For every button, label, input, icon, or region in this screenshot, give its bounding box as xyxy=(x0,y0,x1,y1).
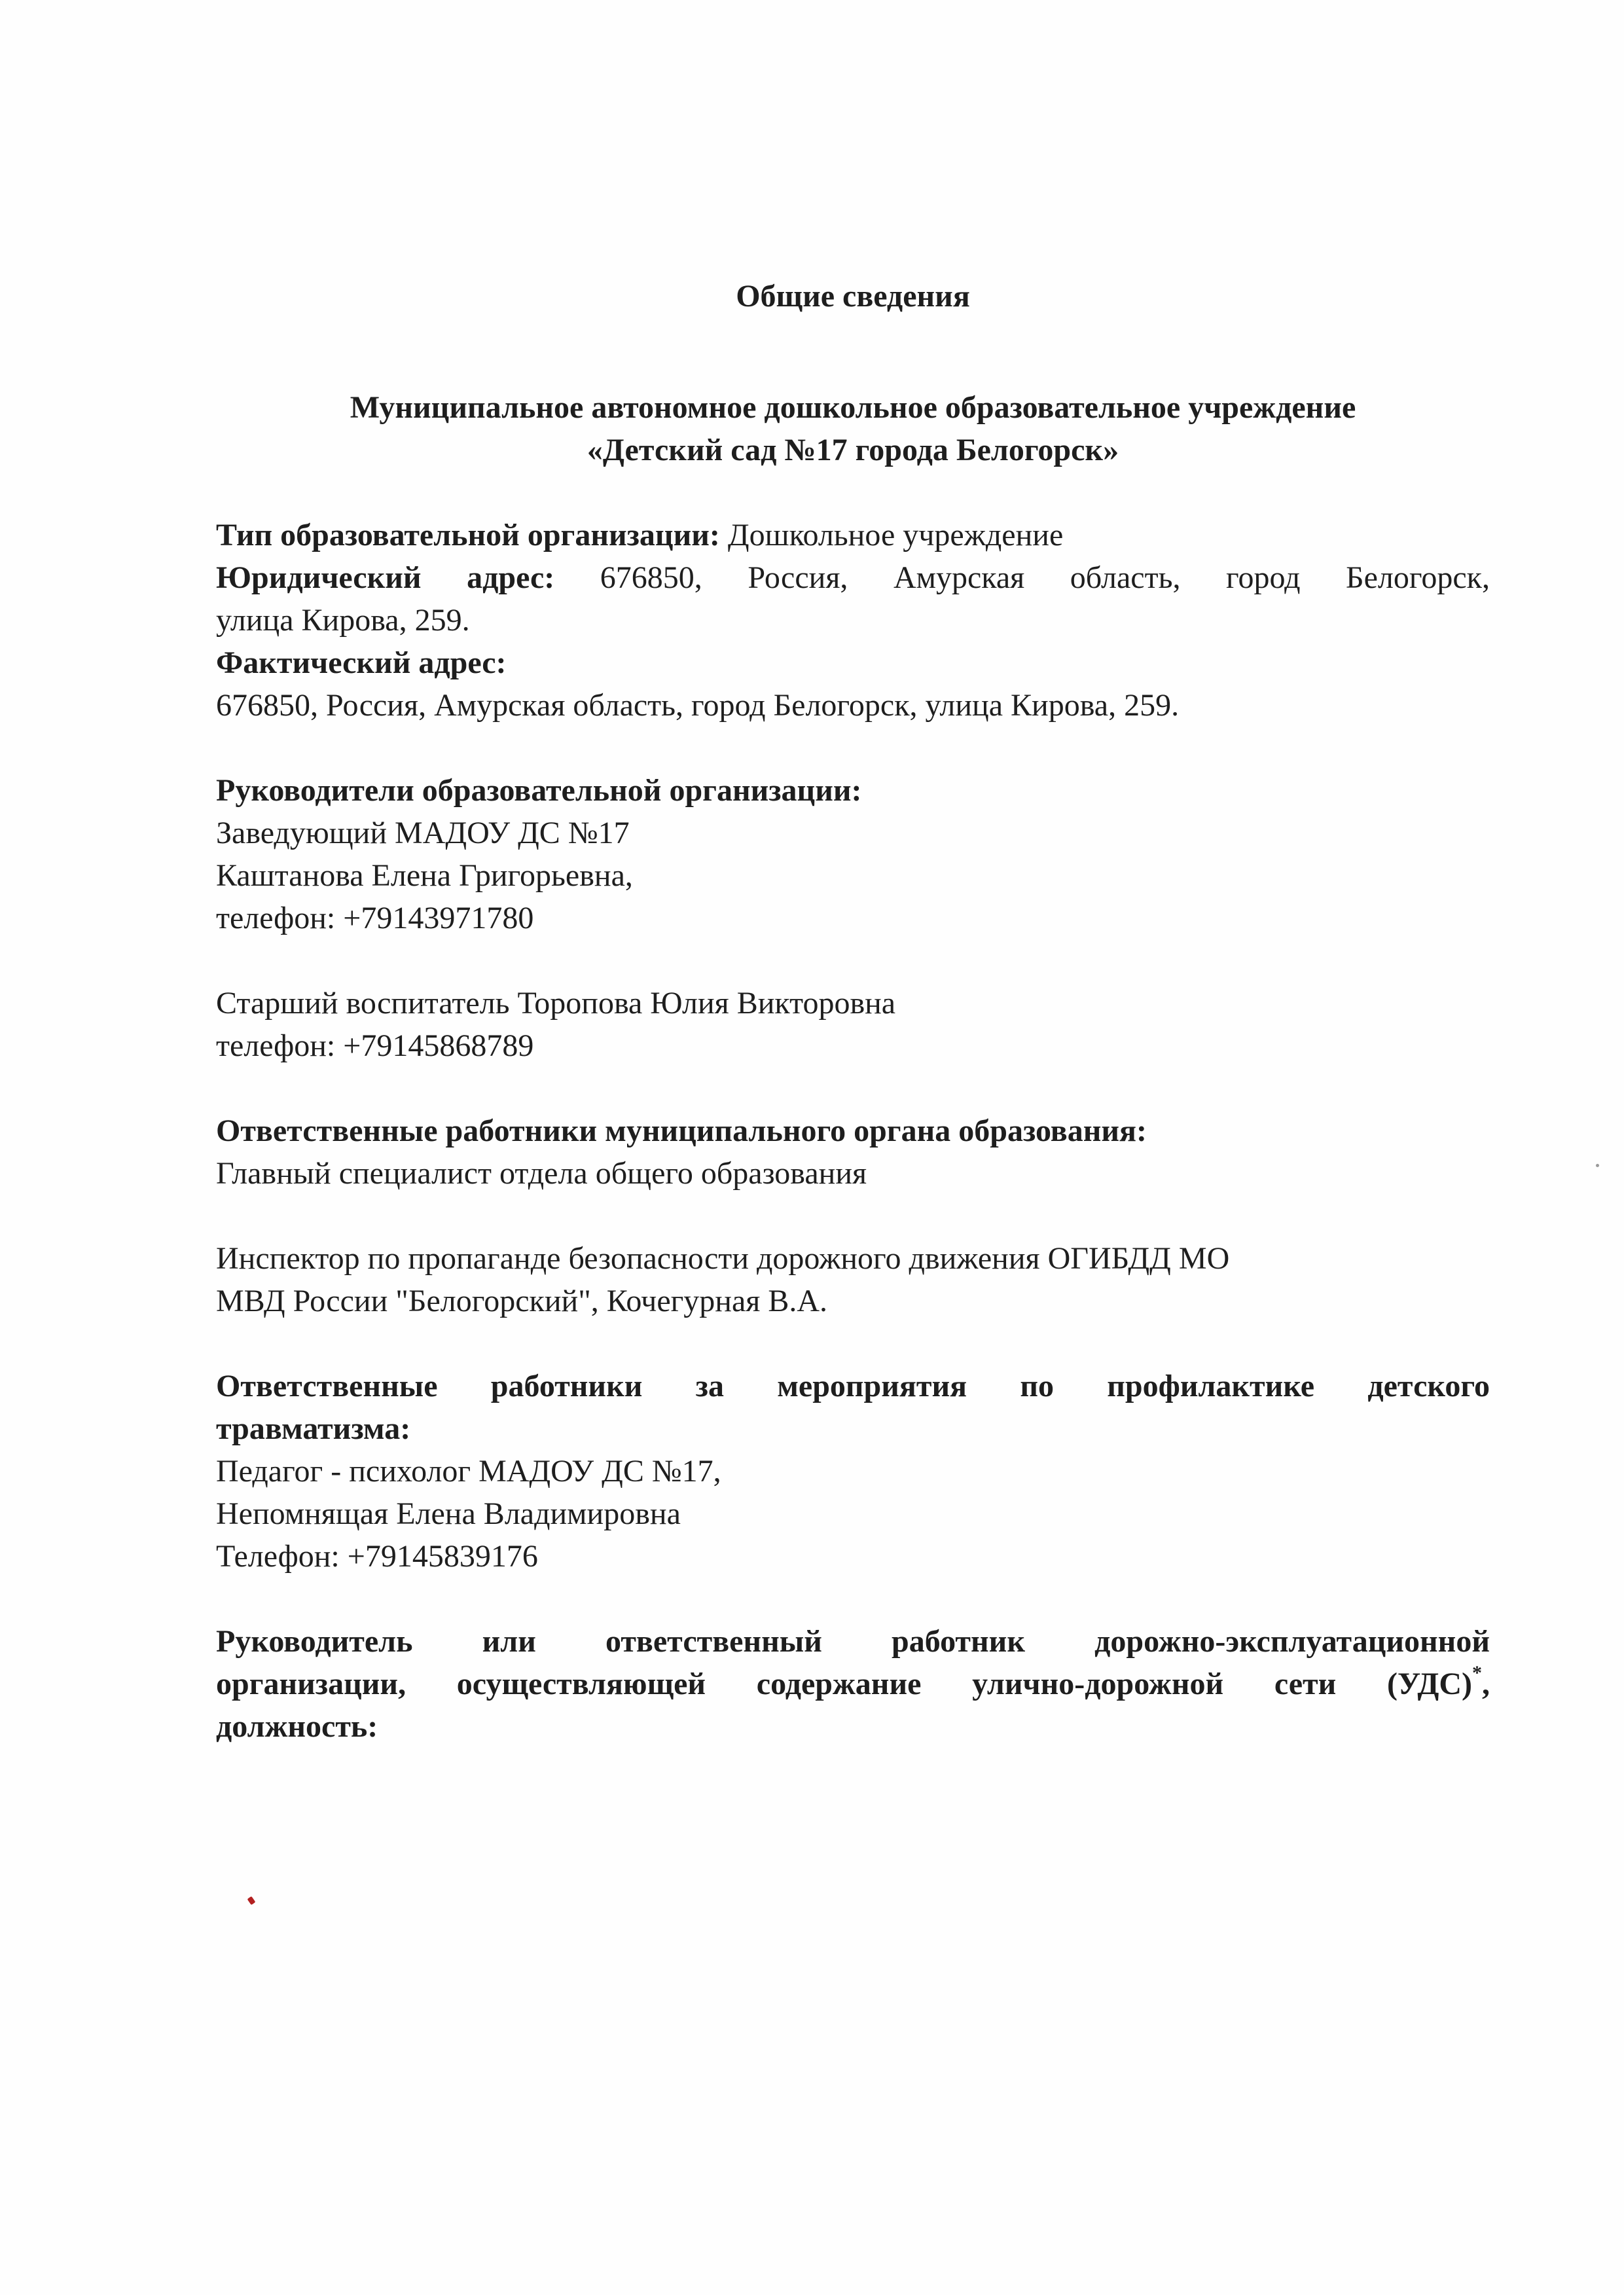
heads-block xyxy=(216,769,1490,1067)
org-type xyxy=(216,514,1490,556)
road-label-line3-text: должность: xyxy=(216,1709,378,1744)
heads-line1: Заведующий МАДОУ ДС №17 xyxy=(216,816,630,850)
org-type-label: Тип образовательной организации: xyxy=(216,518,720,552)
scan-speck xyxy=(1596,1164,1599,1167)
org-info-block xyxy=(216,514,1490,727)
road-label-line2-text xyxy=(216,1662,1490,1701)
red-pen-mark xyxy=(247,1896,256,1906)
injury-label-line2 xyxy=(216,1407,1490,1450)
heads-line4: Старший воспитатель Торопова Юлия Викторовна xyxy=(216,986,896,1021)
injury-label-line1 xyxy=(216,1365,1490,1407)
injury-line1: Педагог - психолог МАДОУ ДС №17, xyxy=(216,1454,721,1489)
municipal-line2: Инспектор по пропаганде безопасности дорожного движения ОГИБДД МО xyxy=(216,1241,1230,1276)
actual-address-label-text: Фактический адрес: xyxy=(216,645,507,680)
org-type-value: Дошкольное учреждение xyxy=(719,518,1064,552)
road-label-line2 xyxy=(216,1663,1490,1705)
municipal-label-text: Ответственные работники муниципального органа образования: xyxy=(216,1113,1147,1148)
injury-label-line1-text: Ответственные работники за мероприятия по профилактике детского xyxy=(216,1369,1490,1403)
municipal-line1: Главный специалист отдела общего образования xyxy=(216,1156,867,1191)
legal-address-line2: улица Кирова, 259. xyxy=(216,603,470,638)
actual-address-label xyxy=(216,642,1490,684)
road-label-line2-tail: , xyxy=(1482,1667,1490,1701)
heads-line2: Каштанова Елена Григорьевна, xyxy=(216,858,633,893)
heads-line5: телефон: +79145868789 xyxy=(216,1028,534,1063)
organization-name xyxy=(216,386,1490,471)
document-body xyxy=(216,275,1490,1748)
heads-label xyxy=(216,769,1490,812)
actual-address-value: 676850, Россия, Амурская область, город Белогорск, улица Кирова, 259. xyxy=(216,688,1180,723)
heads-line3: телефон: +79143971780 xyxy=(216,901,534,935)
injury-line3: Телефон: +79145839176 xyxy=(216,1539,538,1574)
municipal-label xyxy=(216,1110,1490,1152)
municipal-line3: МВД России "Белогорский", Кочегурная В.А. xyxy=(216,1284,828,1318)
legal-address-line1 xyxy=(216,556,1490,599)
road-label-line1-text: Руководитель или ответственный работник дорожно-эксплуатационной xyxy=(216,1624,1490,1659)
road-label-line2-main: организации, осуществляющей содержание улично-дорожной сети (УДС) xyxy=(216,1667,1472,1701)
road-footnote-mark: * xyxy=(1472,1662,1482,1684)
document-title: Общие сведения xyxy=(736,279,970,314)
legal-address-label: Юридический адрес: xyxy=(216,560,555,595)
road-label-line3 xyxy=(216,1705,1490,1748)
road-block xyxy=(216,1620,1490,1748)
road-label-line1 xyxy=(216,1620,1490,1663)
legal-address-value: 676850, Россия, Амурская область, город Белогорск, xyxy=(554,560,1490,595)
organization-name-line1: Муниципальное автономное дошкольное образовательное учреждение xyxy=(350,390,1356,425)
injury-block xyxy=(216,1365,1490,1578)
injury-line2: Непомнящая Елена Владимировна xyxy=(216,1496,681,1531)
organization-name-line2: «Детский сад №17 города Белогорск» xyxy=(586,433,1119,467)
heads-label-text: Руководители образовательной организации: xyxy=(216,773,862,808)
injury-label-line2-text: травматизма: xyxy=(216,1411,411,1446)
municipal-block xyxy=(216,1110,1490,1322)
